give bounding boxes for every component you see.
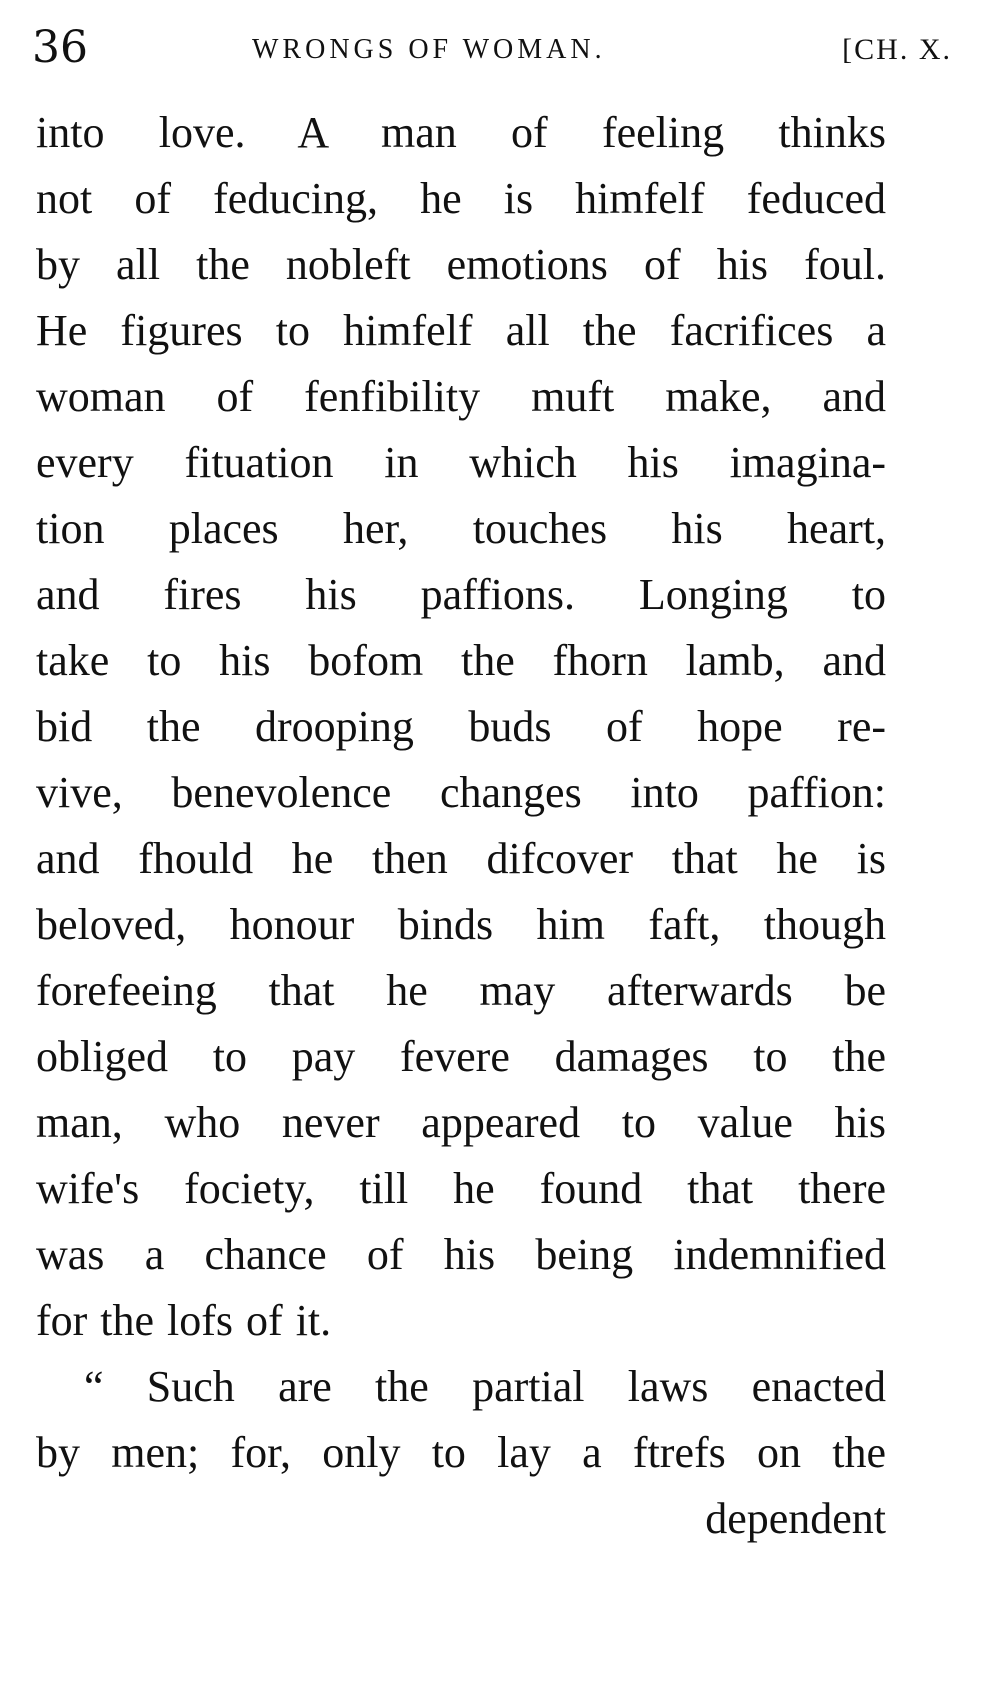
running-title: WRONGS OF WOMAN.: [252, 34, 606, 65]
text-line: was a chance of his being indemnified: [36, 1230, 886, 1279]
text-line: vive, benevolence changes into paffion:: [36, 768, 886, 817]
text-line: take to his bofom the fhorn lamb, and: [36, 636, 886, 685]
text-line: He figures to himfelf all the facrifices a: [36, 306, 886, 355]
text-line: tion places her, touches his heart,: [36, 504, 886, 553]
text-line: woman of fenfibility muft make, and: [36, 372, 886, 421]
text-line: “ Such are the partial laws enacted: [84, 1362, 886, 1411]
text-line: into love. A man of feeling thinks: [36, 108, 886, 157]
running-head: [32, 18, 962, 78]
text-line: forefeeing that he may afterwards be: [36, 966, 886, 1015]
paragraph-2: [36, 1354, 886, 1486]
text-line: by men; for, only to lay a ftrefs on the: [36, 1428, 886, 1477]
text-line: beloved, honour binds him faft, though: [36, 900, 886, 949]
text-line: for the lofs of it.: [36, 1296, 332, 1345]
catchword: dependent: [705, 1494, 886, 1543]
body-text: [36, 100, 886, 1552]
page-number: 36: [32, 22, 88, 73]
text-line: not of feducing, he is himfelf feduced: [36, 174, 886, 223]
text-line: man, who never appeared to value his: [36, 1098, 886, 1147]
paragraph-1: [36, 100, 886, 1354]
text-line: and fires his paffions. Longing to: [36, 570, 886, 619]
text-line: every fituation in which his imagina-: [36, 438, 886, 487]
text-line: by all the nobleft emotions of his foul.: [36, 240, 886, 289]
text-line: and fhould he then difcover that he is: [36, 834, 886, 883]
text-line: obliged to pay fevere damages to the: [36, 1032, 886, 1081]
text-line: bid the drooping buds of hope re-: [36, 702, 886, 751]
chapter-mark: [CH. X.: [842, 33, 952, 66]
text-line: wife's fociety, till he found that there: [36, 1164, 886, 1213]
